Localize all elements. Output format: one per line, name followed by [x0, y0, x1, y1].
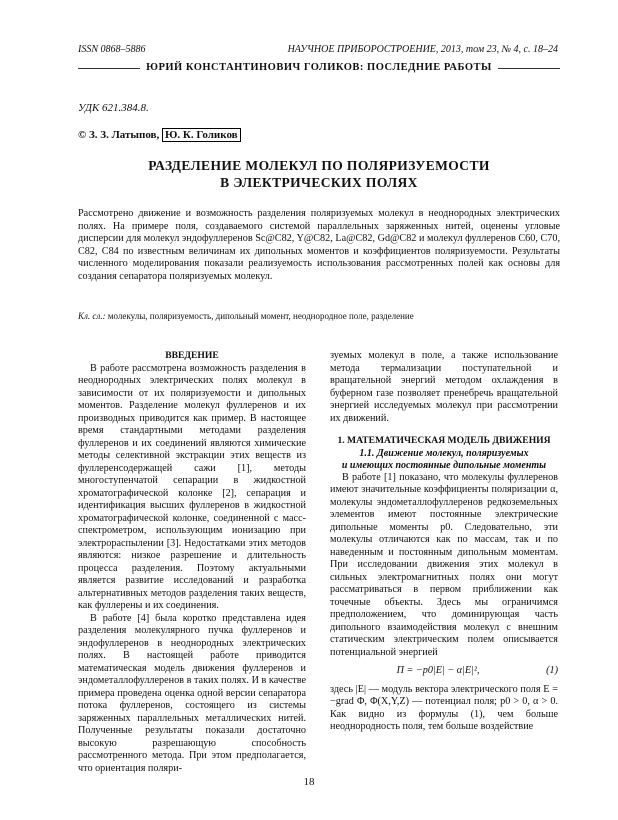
keywords-label: Кл. сл.:: [78, 311, 106, 321]
journal-citation: НАУЧНОЕ ПРИБОРОСТРОЕНИЕ, 2013, том 23, № 4, с. 18–24: [287, 44, 558, 55]
section-1-heading: 1. МАТЕМАТИЧЕСКАЯ МОДЕЛЬ ДВИЖЕНИЯ: [337, 435, 551, 446]
equation-body: Π = −p0|E| − α|E|²,: [396, 665, 480, 676]
intro-paragraph-continued: зуемых молекул в поле, а также использование метода термализации поступательной и вращательной энергий методом охлаждения в буферном газе позволяет пренебречь вращательной энергией исследуемых молекул при рассмотрении их движений.: [330, 350, 558, 424]
left-column: [78, 350, 306, 775]
intro-paragraph-2: В работе [4] была коротко представлена идея разделения молекулярного пучка фуллеренов и эндофуллеренов в неоднородных электрических полях. В настоящей работе приводится математическая модель движения фуллеренов и эндометаллофуллеренов в таких полях. И в качестве примера проведена оценка одной версии сепаратора потока фуллеренов, состоящего из системы заряженных параллельных металлических нитей. Полученные результаты показали достаточно высокую разрешающую способность рассмотренного метода. При этом предполагается, что ориентация поляри-: [78, 612, 306, 774]
subsection-line-1: 1.1. Движение молекул, поляризуемых: [359, 447, 529, 459]
equation-number: (1): [546, 665, 558, 676]
journal-issn: ISSN 0868–5886: [78, 44, 146, 55]
author-latypov: З. З. Латыпов,: [88, 129, 160, 141]
article-title: [78, 157, 560, 191]
subsection-heading: [330, 448, 558, 472]
keywords-text: молекулы, поляризуемость, дипольный момент, неоднородное поле, разделение: [107, 311, 414, 321]
model-paragraph-2: здесь |E| — модуль вектора электрического поля E = −grad Φ, Φ(X,Y,Z) — потенциал поля; p0 > 0, α > 0. Как видно из формулы (1), чем больше неоднородность поля, тем больше воздействие: [330, 683, 558, 732]
introduction-heading: ВВЕДЕНИЕ: [165, 350, 219, 361]
authors: [78, 129, 241, 141]
right-column: [330, 350, 558, 734]
intro-paragraph-1: В работе рассмотрена возможность разделения в неоднородных электрических полях молекул в зависимости от их поляризуемости и дипольных моментов. Разделение молекул фуллеренов и их производных приводится как пример. В настоящее время стандартными методами разделения фуллеренов и их соединений являются химические методы селективной экстракции этих веществ из фуллеренсодержащей сажи [1], методы многоступенчатой сепарации в жидкостной хроматографической колонке [2], сепарация и идентификация высших фуллеренов в жидкостной хроматографической колонке, соединенной с масс-спектрометром, использующим ионизацию при электрораспылении [3]. Недостатками этих методов являются: низкое разрешение и длительность процесса разделения. Поэтому актуальными является развитие исследований и разработка альтернативных методов разделения таких веществ, как фуллерены и их соединения.: [78, 362, 306, 611]
equation-1: [330, 665, 558, 678]
udk-code: УДК 621.384.8.: [78, 102, 149, 114]
page-number: 18: [303, 776, 315, 788]
title-line-1: РАЗДЕЛЕНИЕ МОЛЕКУЛ ПО ПОЛЯРИЗУЕМОСТИ: [148, 158, 490, 173]
abstract: Рассмотрено движение и возможность разделения поляризуемых молекул в неоднородных электрических полях. На примере поля, создаваемого системой параллельных заряженных нитей, оценены угловые дисперсии для молекул эндофуллеренов Sc@C82, Y@C82, La@C82, Gd@C82 и молекул фуллеренов C60, C70, C82, C84 по известным величинам их дипольных моментов и коэффициентов поляризуемости. Результаты численного моделирования показали реализуемость использования рассмотренных полей как основы для создания сепаратора поляризуемых молекул.: [78, 208, 560, 282]
model-paragraph-1: В работе [1] показано, что молекулы фуллеренов имеют значительные коэффициенты поляризации α, молекулы эндометаллофуллеренов редкоземельных элементов имеют постоянные электрические дипольные моменты p0. Следовательно, эти молекулы отличаются как по массам, так и по наведенным и постоянным дипольным моментам. При исследовании движения этих молекул в сильных электромагнитных полях они могут рассматриваться в первом приближении как точечные объекты. Здесь мы ограничимся предположением, что доминирующая часть дипольного взаимодействия молекул с внешним статическим электрическим полем описывается потенциальной энергией: [330, 471, 558, 658]
memorial-title: ЮРИЙ КОНСТАНТИНОВИЧ ГОЛИКОВ: ПОСЛЕДНИЕ РАБОТЫ: [140, 62, 498, 73]
title-line-2: В ЭЛЕКТРИЧЕСКИХ ПОЛЯХ: [220, 175, 418, 190]
subsection-line-2: и имеющих постоянные дипольные моменты: [341, 459, 547, 471]
memorial-banner: [78, 62, 560, 76]
copyright-symbol: ©: [78, 129, 87, 141]
author-golikov: Ю. К. Голиков: [162, 128, 241, 142]
keywords: [78, 311, 560, 321]
